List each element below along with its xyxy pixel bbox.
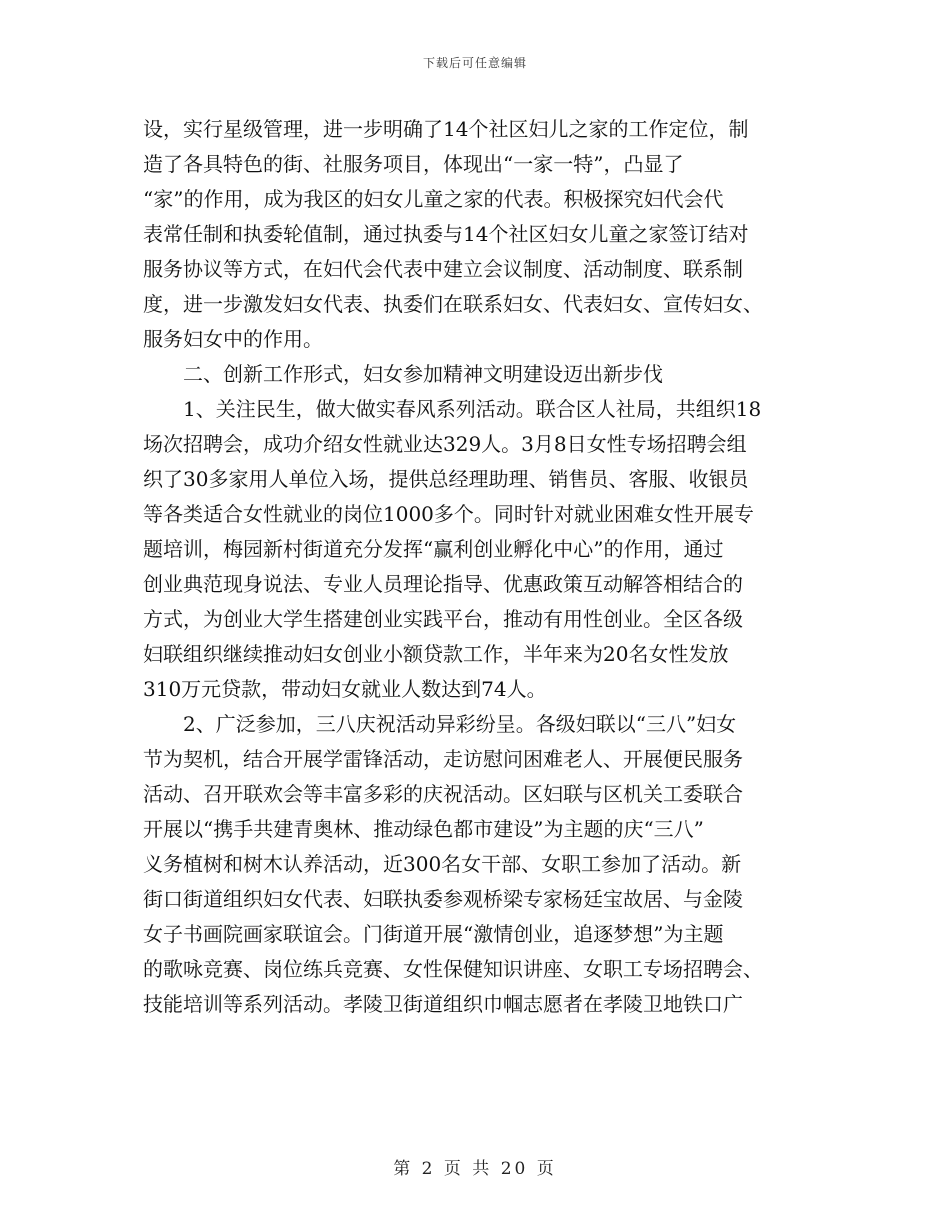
body-line: 织了30多家用人单位入场，提供总经理助理、销售员、客服、收银员: [143, 467, 749, 491]
page-number-footer: 第 2 页 共 20 页: [393, 1159, 557, 1179]
body-line: “家”的作用，成为我区的妇女儿童之家的代表。积极探究妇代会代: [143, 187, 724, 211]
body-line: 服务协议等方式，在妇代会代表中建立会议制度、活动制度、联系制: [143, 257, 743, 281]
body-line: 节为契机，结合开展学雷锋活动，走访慰问困难老人、开展便民服务: [143, 747, 743, 771]
body-line: 设，实行星级管理，进一步明确了14个社区妇儿之家的工作定位，制: [143, 117, 749, 141]
section-heading: 二、创新工作形式，妇女参加精神文明建设迈出新步伐: [143, 362, 663, 386]
page-header: 下载后可任意编辑: [422, 56, 527, 70]
body-line: 街口街道组织妇女代表、妇联执委参观桥梁专家杨廷宝故居、与金陵: [143, 887, 743, 911]
body-line: 题培训，梅园新村街道充分发挥“赢利创业孵化中心”的作用，通过: [143, 537, 724, 561]
body-line: 创业典范现身说法、专业人员理论指导、优惠政策互动解答相结合的: [143, 572, 743, 596]
body-line: 技能培训等系列活动。孝陵卫街道组织巾帼志愿者在孝陵卫地铁口广: [143, 992, 743, 1016]
body-line: 场次招聘会，成功介绍女性就业达329人。3月8日女性专场招聘会组: [143, 432, 747, 456]
body-line: 义务植树和树木认养活动，近300名女干部、女职工参加了活动。新: [143, 852, 742, 876]
body-line: 方式，为创业大学生搭建创业实践平台，推动有用性创业。全区各级: [143, 607, 743, 631]
body-line: 表常任制和执委轮值制，通过执委与14个社区妇女儿童之家签订结对: [143, 222, 749, 246]
body-line: 活动、召开联欢会等丰富多彩的庆祝活动。区妇联与区机关工委联合: [143, 782, 743, 806]
body-line: 1、关注民生，做大做实春风系列活动。联合区人社局，共组织18: [143, 397, 762, 421]
body-line: 310万元贷款，带动妇女就业人数达到74人。: [143, 677, 547, 701]
body-line: 度，进一步激发妇女代表、执委们在联系妇女、代表妇女、宣传妇女、: [143, 292, 763, 316]
body-line: 妇联组织继续推动妇女创业小额贷款工作，半年来为20名女性发放: [143, 642, 729, 666]
body-line: 服务妇女中的作用。: [143, 327, 323, 351]
body-line: 2、广泛参加，三八庆祝活动异彩纷呈。各级妇联以“三八”妇女: [143, 712, 737, 736]
document-body: [143, 112, 813, 1022]
body-line: 等各类适合女性就业的岗位1000多个。同时针对就业困难女性开展专: [143, 502, 754, 526]
body-line: 女子书画院画家联谊会。门街道开展“激情创业，追逐梦想”为主题: [143, 922, 724, 946]
body-line: 造了各具特色的街、社服务项目，体现出“一家一特”，凸显了: [143, 152, 684, 176]
body-line: 开展以“携手共建青奥林、推动绿色都市建设”为主题的庆“三八”: [143, 817, 704, 841]
body-line: 的歌咏竞赛、岗位练兵竞赛、女性保健知识讲座、女职工专场招聘会、: [143, 957, 763, 981]
